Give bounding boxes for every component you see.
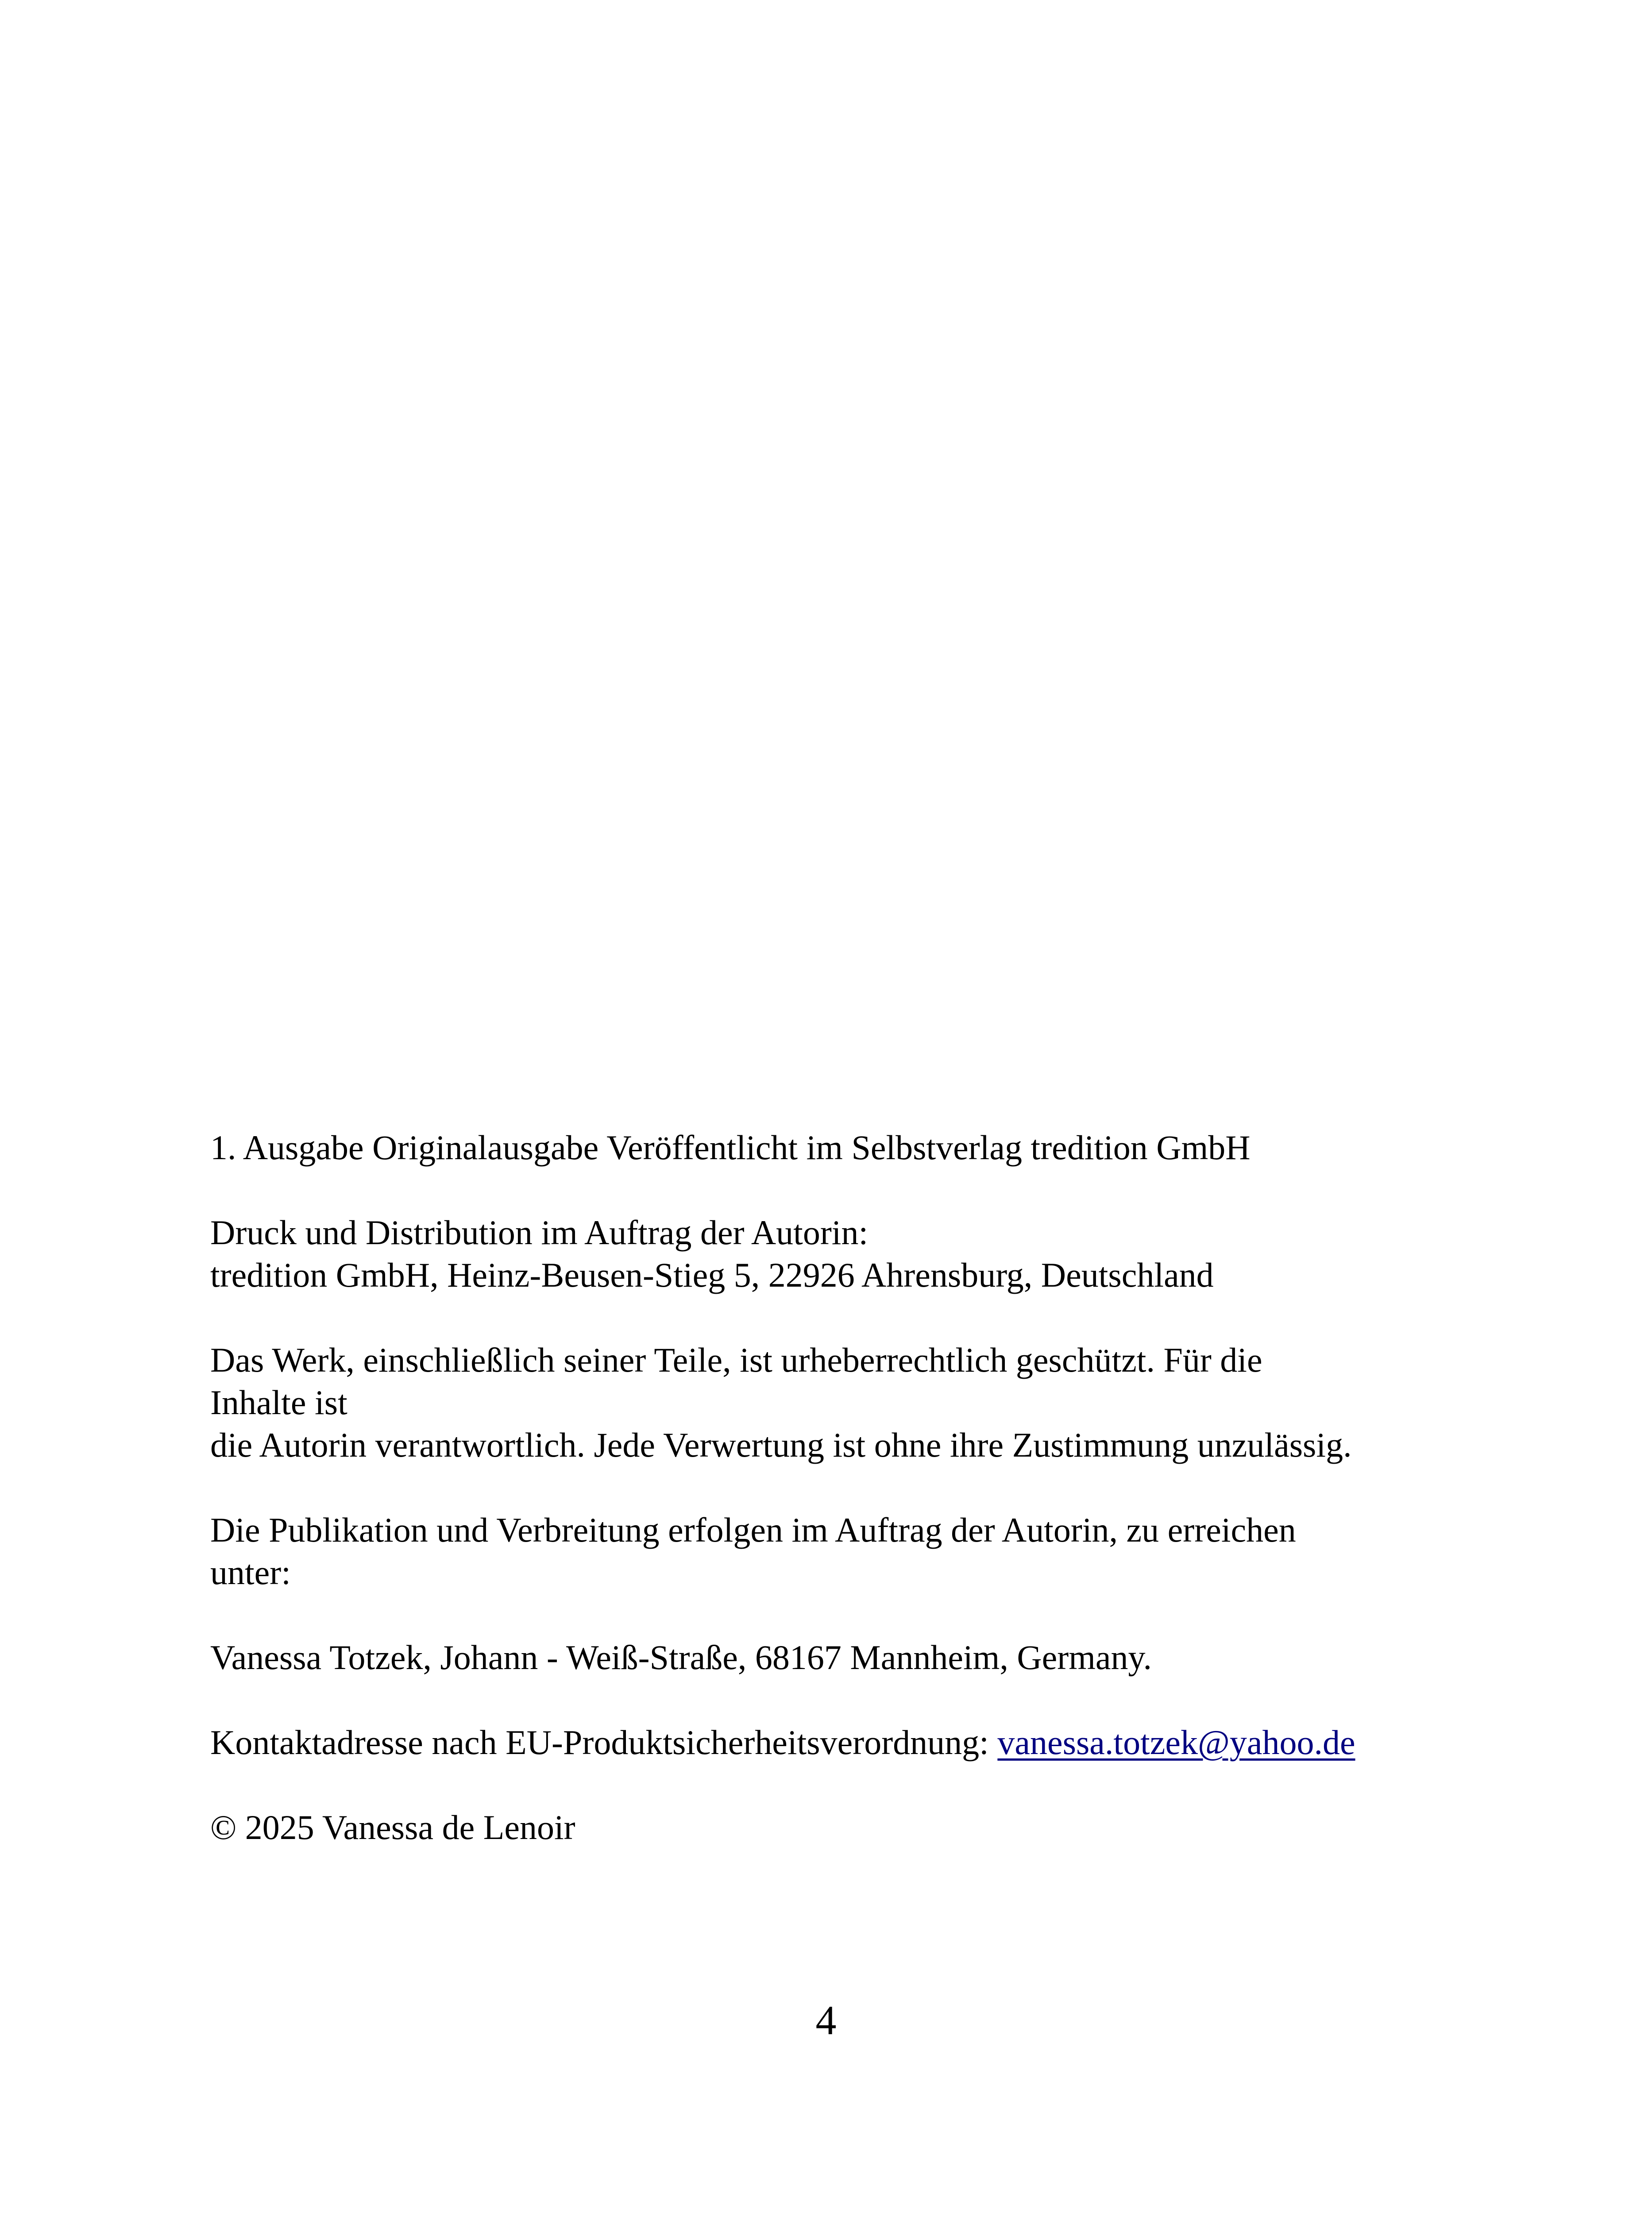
copyright-notice: © 2025 Vanessa de Lenoir [210, 1808, 575, 1847]
contact-line [210, 1721, 1450, 1764]
edition-line: 1. Ausgabe Originalausgabe Veröffentlicht im Selbstverlag tredition GmbH [210, 1128, 1251, 1167]
print-distribution-line: Druck und Distribution im Auftrag der Autorin: [210, 1213, 868, 1252]
publisher-address-line: tredition GmbH, Heinz-Beusen-Stieg 5, 22926 Ahrensburg, Deutschland [210, 1256, 1214, 1294]
imprint-block [210, 1126, 1450, 1849]
spacer [210, 1764, 1450, 1806]
publication-statement-line: Die Publikation und Verbreitung erfolgen im Auftrag der Autorin, zu erreichen [210, 1511, 1296, 1549]
spacer [210, 1679, 1450, 1721]
spacer [210, 1594, 1450, 1636]
publication-statement-line: unter: [210, 1553, 291, 1592]
spacer [210, 1169, 1450, 1211]
copyright-statement-line: Das Werk, einschließlich seiner Teile, ist urheberrechtlich geschützt. Für die [210, 1341, 1262, 1379]
contact-label: Kontaktadresse nach EU-Produktsicherheitsverordnung: [210, 1723, 998, 1762]
copyright-statement-line: die Autorin verantwortlich. Jede Verwertung ist ohne ihre Zustimmung unzulässig. [210, 1426, 1352, 1464]
copyright-statement-line: Inhalte ist [210, 1383, 347, 1422]
spacer [210, 1296, 1450, 1339]
page-number: 4 [815, 1997, 837, 2043]
contact-email-link[interactable]: vanessa.totzek@yahoo.de [997, 1723, 1355, 1762]
spacer [210, 1466, 1450, 1509]
author-address-line: Vanessa Totzek, Johann - Weiß-Straße, 68167 Mannheim, Germany. [210, 1638, 1152, 1677]
